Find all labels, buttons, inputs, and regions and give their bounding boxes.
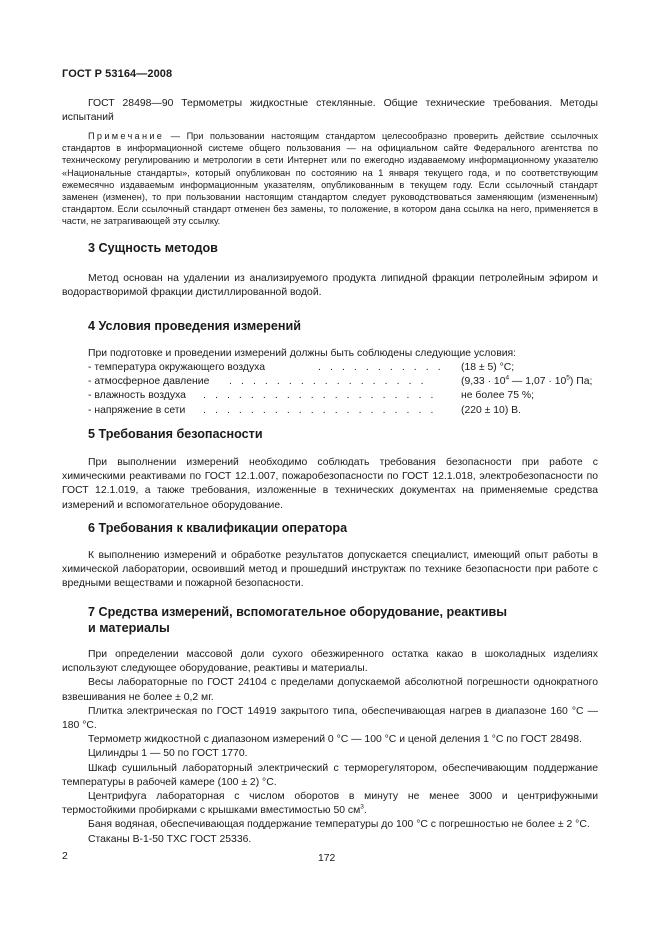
section-6-title: 6 Требования к квалификации оператора [88,521,348,535]
paragraph: Плитка электрическая по ГОСТ 14919 закрытого типа, обеспечивающая нагрев в диапазоне 160 °С — 180 °С. [62,705,598,732]
section-7-title-line2: и материалы [88,621,170,635]
condition-value: (220 ± 10) В. [461,404,521,416]
dot-leader: . . . . . . . . . . . . . . . . . . . . [203,390,437,402]
paragraph: Шкаф сушильный лабораторный электрический с терморегулятором, обеспечивающим поддержание температуры в рабочей камере (100 ± 2) °С. [62,762,598,788]
condition-value: не более 75 %; [461,390,534,402]
section-5-title: 5 Требования безопасности [88,427,263,441]
section-3-text: Метод основан на удалении из анализируемого продукта липидной фракции петролейным эфиром и водорастворимой фракции дистиллированной водой. [62,273,598,299]
condition-label: - напряжение в сети [88,404,186,416]
condition-value: ($9,33 \cdot 10^4$ — $1,07 \cdot 10^5$) Па; [461,374,593,388]
section-4-title: 4 Условия проведения измерений [88,319,301,333]
condition-row [88,389,608,403]
condition-row [88,361,608,375]
section-4-intro: При подготовке и проведении измерений должны быть соблюдены следующие условия: [88,348,517,359]
section-5-text: При выполнении измерений необходимо соблюдать требования безопасности при работе с химическими реактивами по ГОСТ 12.1.007, пожаробезопасности по ГОСТ 12.1.018, электробезопасности по ГОСТ 12.1.019, а также требования, изложенные в технических документах на применяемые средства измерений и вспомогательное оборудование. [62,457,598,511]
document-header-code: ГОСТ Р 53164—2008 [62,68,173,80]
page-number: 2 [62,851,68,862]
condition-row [88,404,608,418]
paragraph: Термометр жидкостной с диапазоном измерений 0 °С — 100 °С и ценой деления 1 °С по ГОСТ 28498. [88,734,582,746]
section-7-title-line1: 7 Средства измерений, вспомогательное оборудование, реактивы [88,605,507,619]
note-text: — При пользовании настоящим стандартом целесообразно проверить действие ссылочных стандартов в информационной системе общего пользования — на официальном сайте Федерального агентства по техническому регулированию и метрологии в сети Интернет или по ежегодно издаваемому информационному указателю «Национальные стандарты», который опубликован по состоянию на 1 января текущего года, и по соответствующим ежемесячно издаваемым информационным указателям, опубликованным в текущем году. Если ссылочный стандарт заменен (изменен), то при пользовании настоящим стандартом следует руководствоваться заменяющим (измененным) стандартом. Если ссылочный стандарт отменен без замены, то положение, в котором дана ссылка на него, применяется в части, не затрагивающей эту ссылку. [62,131,598,227]
paragraph: Баня водяная, обеспечивающая поддержание температуры до 100 °С с погрешностью не более ± 2 °С. [88,819,590,831]
paragraph: Стаканы В-1-50 ТХС ГОСТ 25336. [88,833,252,845]
condition-label: - влажность воздуха [88,390,186,402]
paragraph: Весы лабораторные по ГОСТ 24104 с пределами допускаемой абсолютной погрешности однократного взвешивания не более ± 0,2 мг. [62,677,598,703]
section-7-body [62,648,598,847]
dot-leader: . . . . . . . . . . . . . . . . . [229,376,427,388]
section-7-title [88,604,507,636]
section-6-text: К выполнению измерений и обработке результатов допускается специалист, имеющий опыт работы в химической лаборатории, освоивший метод и прошедший инструктаж по технике безопасности при работе с вредными веществами и пожарной безопасности. [62,550,598,590]
dot-leader: . . . . . . . . . . . [318,362,444,373]
dot-leader: . . . . . . . . . . . . . . . . . . . . [203,404,437,416]
condition-label: - температура окружающего воздуха [88,362,266,373]
condition-label: - атмосферное давление [88,376,210,388]
section-3-title: 3 Сущность методов [88,241,218,255]
paragraph: Центрифуга лабораторная с числом оборотов в минуту не менее 3000 и центрифужными термостойкими пробирками с крышками вместимостью 50 $см^3$. [62,791,598,817]
paragraph: Цилиндры 1 — 50 по ГОСТ 1770. [88,748,248,760]
paragraph: При определении массовой доли сухого обезжиренного остатка какао в шоколадных изделиях используют следующее оборудование, реактивы и материалы. [62,649,598,675]
reference-gost-28498: ГОСТ 28498—90 Термометры жидкостные стеклянные. Общие технические требования. Методы испытаний [62,98,598,124]
conditions-list [88,361,608,418]
sheet-number: 172 [318,853,336,864]
condition-value: (18 ± 5) °С; [461,362,515,373]
note-label: Примечание [88,131,165,141]
reference-note [62,130,598,228]
condition-row [88,375,608,389]
